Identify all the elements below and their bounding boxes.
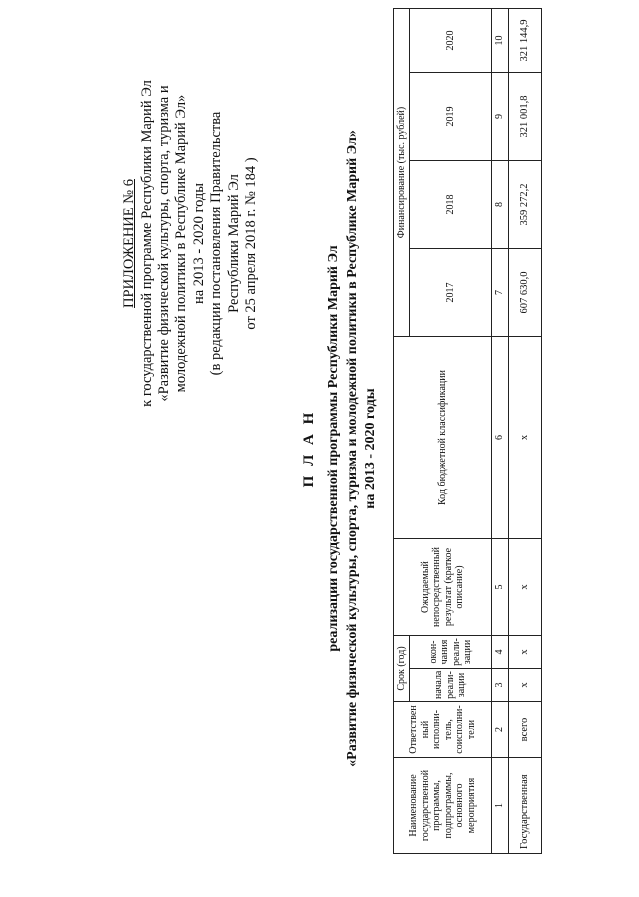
row-2017: 607 630,0	[509, 249, 542, 337]
row-code: х	[509, 337, 542, 539]
column-number: 6	[492, 337, 509, 539]
table-row	[509, 8, 542, 853]
plan-table	[393, 8, 542, 854]
header-budget-code: Код бюджетной классификации	[394, 337, 492, 539]
appendix-line: Республики Марий Эл	[226, 174, 242, 313]
header-year-2019: 2019	[410, 73, 492, 161]
header-result: Ожидаемый непосредственный результат (краткое описание)	[394, 539, 492, 636]
appendix-line: на 2013 - 2020 годы	[191, 182, 207, 305]
column-number: 2	[492, 702, 509, 758]
appendix-line: (в редакции постановления Правительства	[208, 111, 224, 376]
column-number: 4	[492, 636, 509, 669]
header-year-2018: 2018	[410, 161, 492, 249]
row-responsible: всего	[509, 702, 542, 758]
header-term-end: окон- чания реали- зации	[410, 636, 492, 669]
appendix-line: к государственной программе Республики Марий Эл	[139, 80, 155, 407]
appendix-line: молодежной политики в Республике Марий Эл»	[173, 94, 189, 393]
row-end: х	[509, 636, 542, 669]
plan-title: П Л А Н	[301, 409, 317, 488]
header-term-start: начала реали- зации	[410, 669, 492, 702]
column-numbers-row	[492, 8, 509, 853]
row-2020: 321 144,9	[509, 8, 542, 72]
row-result: х	[509, 539, 542, 636]
row-name: Государственная	[509, 758, 542, 854]
header-financing: Финансирование (тыс. рублей)	[394, 8, 410, 336]
plan-subtitle: реализации государственной программы Республики Марий Эл	[326, 245, 341, 652]
column-number: 9	[492, 73, 509, 161]
column-number: 5	[492, 539, 509, 636]
header-name: Наименование государственной программы, подпрограммы, основного мероприятия	[394, 758, 492, 854]
column-number: 10	[492, 8, 509, 72]
row-start: х	[509, 669, 542, 702]
appendix-line: от 25 апреля 2018 г. № 184 )	[243, 157, 259, 330]
row-2019: 321 001,8	[509, 73, 542, 161]
appendix-line: «Развитие физической культуры, спорта, туризма и	[156, 85, 172, 402]
plan-program-name: «Развитие физической культуры, спорта, туризма и молодежной политики в Республике Марий Эл»	[345, 130, 360, 767]
header-term: Срок (год)	[394, 636, 410, 702]
header-year-2017: 2017	[410, 249, 492, 337]
column-number: 7	[492, 249, 509, 337]
header-responsible: Ответствен ный исполни- тель, соисполни- тели	[394, 702, 492, 758]
header-year-2020: 2020	[410, 8, 492, 72]
plan-period: на 2013 - 2020 годы	[363, 388, 378, 509]
column-number: 1	[492, 758, 509, 854]
column-number: 3	[492, 669, 509, 702]
row-2018: 359 272,2	[509, 161, 542, 249]
appendix-title: ПРИЛОЖЕНИЕ № 6	[121, 179, 137, 308]
column-number: 8	[492, 161, 509, 249]
